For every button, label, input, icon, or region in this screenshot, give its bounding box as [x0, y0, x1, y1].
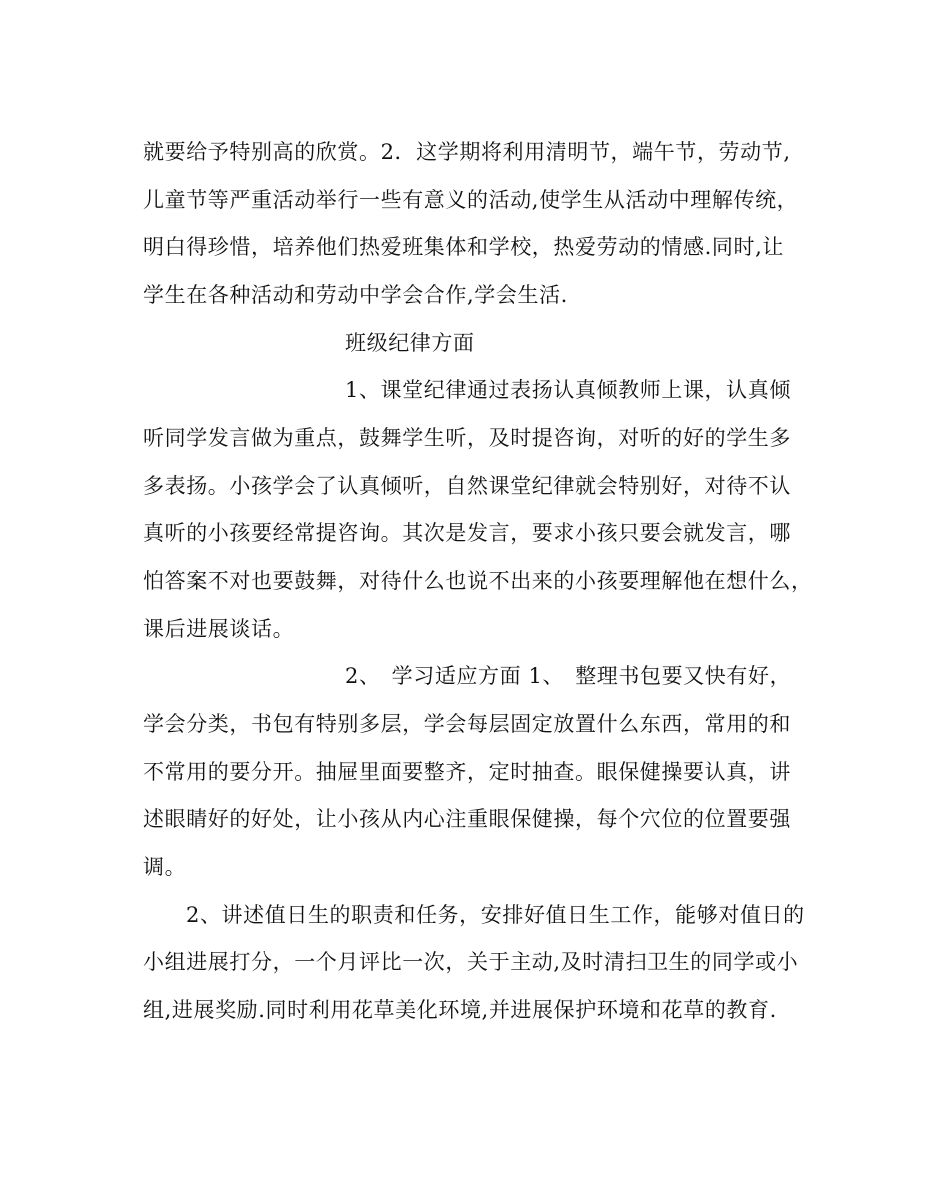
text-line: 儿童节等严重活动举行一些有意义的活动,使学生从活动中理解传统， — [143, 188, 799, 212]
text-line: 多表扬。小孩学会了认真倾听，自然课堂纪律就会特别好，对待不认 — [143, 474, 791, 498]
text-line: 组,进展奖励.同时利用花草美化环境,并进展保护环境和花草的教育. — [143, 998, 777, 1022]
text-line: 就要给予特别高的欣赏。2．这学期将利用清明节，端午节，劳动节, — [143, 140, 791, 164]
text-line: 真听的小孩要经常提咨询。其次是发言，要求小孩只要会就发言，哪 — [143, 521, 791, 545]
text-line: 听同学发言做为重点，鼓舞学生听，及时提咨询，对听的好的学生多 — [143, 426, 791, 450]
text-line: 学会分类，书包有特别多层，学会每层固定放置什么东西，常用的和 — [143, 712, 791, 736]
text-line: 课后进展谈话。 — [143, 617, 295, 641]
section-heading: 班级纪律方面 — [345, 331, 475, 355]
text-line: 2、讲述值日生的职责和任务，安排好值日生工作，能够对值日的 — [186, 903, 805, 927]
text-line: 怕答案不对也要鼓舞，对待什么也说不出来的小孩要理解他在想什么， — [143, 569, 813, 593]
text-line: 明白得珍惜，培养他们热爱班集体和学校，热爱劳动的情感.同时,让 — [143, 235, 784, 259]
text-line: 不常用的要分开。抽屉里面要整齐，定时抽查。眼保健操要认真，讲 — [143, 760, 791, 784]
text-line: 1、课堂纪律通过表扬认真倾教师上课，认真倾 — [345, 378, 791, 402]
text-line: 述眼睛好的好处，让小孩从内心注重眼保健操，每个穴位的位置要强 — [143, 807, 791, 831]
text-line: 学生在各种活动和劳动中学会合作,学会生活. — [143, 283, 568, 307]
text-line: 2、 学习适应方面 1、 整理书包要又快有好， — [345, 664, 792, 688]
text-line: 调。 — [143, 855, 187, 879]
text-line: 小组进展打分，一个月评比一次，关于主动,及时清扫卫生的同学或小 — [143, 950, 799, 974]
